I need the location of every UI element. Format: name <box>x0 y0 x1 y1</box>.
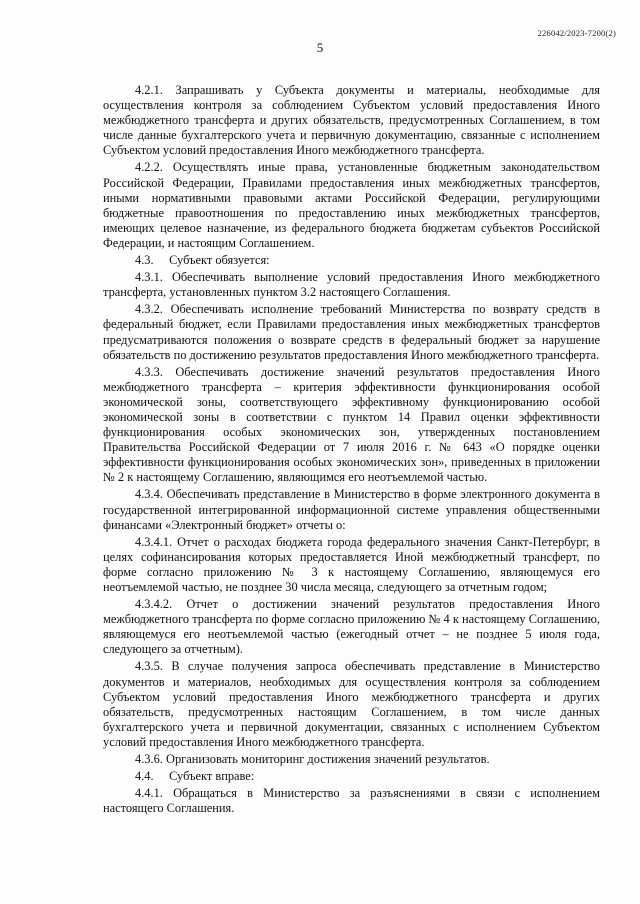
clause-text: Субъект обязуется: <box>169 253 270 268</box>
clause-number: 4.4.1. <box>135 786 163 801</box>
clause-4-3-1 <box>103 270 600 300</box>
clause-number: 4.3.4. <box>135 487 163 502</box>
clause-text: Обеспечивать представление в Министерство в форме электронного документа в государственной интегрированной информационной системе управления общественными финансами «Электронный бюджет» отчеты о: <box>103 487 600 532</box>
clause-number: 4.2.1. <box>135 83 163 97</box>
clause-number: 4.4. <box>135 769 154 784</box>
clause-text: Обеспечивать достижение значений результатов предоставления Иного межбюджетного трансферта – критерия эффективности функционирования особой экономической зоны, соответствующего эффективному функционированию особой экономической зоны в соответствии с пунктом 14 Правил оценки эффективности функционирования особых экономических зон, утвержденных постановлением Правительства Российской Федерации от 7 июля 2016 г. № 643 «О порядке оценки эффективности функционирования особых экономических зон», приведенных в приложении № 2 к настоящему Соглашению, являющимся его неотъемлемой частью. <box>103 364 600 485</box>
clause-number: 4.2.2. <box>135 160 163 175</box>
page-number: 5 <box>316 40 324 55</box>
clause-number: 4.3.6. <box>135 752 163 767</box>
clause-4-3-2 <box>103 302 600 362</box>
clause-4-3-6 <box>103 752 600 767</box>
clause-text: Запрашивать у Субъекта документы и материалы, необходимые для осуществления контроля за соблюдением Субъектом условий предоставления Иного межбюджетного трансферта и других обязательств, предусмотренных Соглашением, в том числе данные бухгалтерского учета и первичную документацию, связанные с исполнением Субъектом условий предоставления Иного межбюджетного трансферта. <box>103 83 600 158</box>
clause-text: Обращаться в Министерство за разъяснениями в связи с исполнением настоящего Соглашения. <box>103 786 600 816</box>
clause-4-2-1 <box>103 83 600 158</box>
clause-number: 4.3.2. <box>135 302 163 317</box>
clause-4-3-4-1 <box>103 535 600 595</box>
clause-4-3-3 <box>103 365 600 486</box>
clause-text: Обеспечивать исполнение требований Министерства по возврату средств в федеральный бюджет, если Правилами предоставления иных межбюджетных трансфертов предусматриваются положения о возврате средств в федеральный бюджет за нарушение обязательств по достижению результатов предоставления Иного межбюджетного трансферта. <box>103 302 600 362</box>
clause-text: Отчет о расходах бюджета города федерального значения Санкт-Петербург, в целях софинансирования которых предоставляется Иной межбюджетный трансферт, по форме согласно приложению № 3 к настоящему Соглашению, являющемуся его неотъемлемой частью, не позднее 30 числа месяца, следующего за отчетным годом; <box>103 534 600 594</box>
clause-4-4 <box>103 769 600 784</box>
document-body <box>103 83 600 816</box>
clause-number: 4.3.3. <box>135 364 163 379</box>
clause-text: Отчет о достижении значений результатов предоставления Иного межбюджетного трансферта по форме согласно приложению № 4 к настоящему Соглашению, являющемуся его неотъемлемой частью (ежегодный отчет – не позднее 5 июля года, следующего за отчетным). <box>103 597 600 657</box>
clause-text: Субъект вправе: <box>169 769 255 784</box>
document-registration-number: 226042/2023-7200(2) <box>537 28 616 38</box>
clause-4-3-4-2 <box>103 597 600 657</box>
clause-4-4-1 <box>103 786 600 816</box>
clause-text: Организовать мониторинг достижения значений результатов. <box>166 752 490 767</box>
clause-4-2-2 <box>103 160 600 251</box>
clause-number: 4.3.4.1. <box>135 534 173 549</box>
clause-number: 4.3.5. <box>135 659 163 674</box>
clause-number: 4.3.4.2. <box>135 597 173 612</box>
clause-text: Обеспечивать выполнение условий предоставления Иного межбюджетного трансферта, установленных пунктом 3.2 настоящего Соглашения. <box>103 270 600 300</box>
clause-number: 4.3. <box>135 253 154 268</box>
clause-4-3-5 <box>103 659 600 750</box>
clause-4-3 <box>103 253 600 268</box>
clause-4-3-4 <box>103 487 600 532</box>
clause-text: Осуществлять иные права, установленные бюджетным законодательством Российской Федерации, Правилами предоставления иных межбюджетных трансфертов, иными нормативными правовыми актами Российской Федерации, регулирующими бюджетные правоотношения по предоставлению иных межбюджетных трансфертов, имеющих целевое назначение, из федерального бюджета бюджетам субъектов Российской Федерации, и настоящим Соглашением. <box>103 160 600 250</box>
clause-text: В случае получения запроса обеспечивать представление в Министерство документов и материалов, необходимых для осуществления контроля за соблюдением Субъектом условий предоставления Иного межбюджетного трансферта и других обязательств, предусмотренных настоящим Соглашением, в том числе данных бухгалтерского учета и первичной документации, связанных с исполнением Субъектом условий предоставления Иного межбюджетного трансферта. <box>103 659 600 749</box>
clause-number: 4.3.1. <box>135 270 163 285</box>
